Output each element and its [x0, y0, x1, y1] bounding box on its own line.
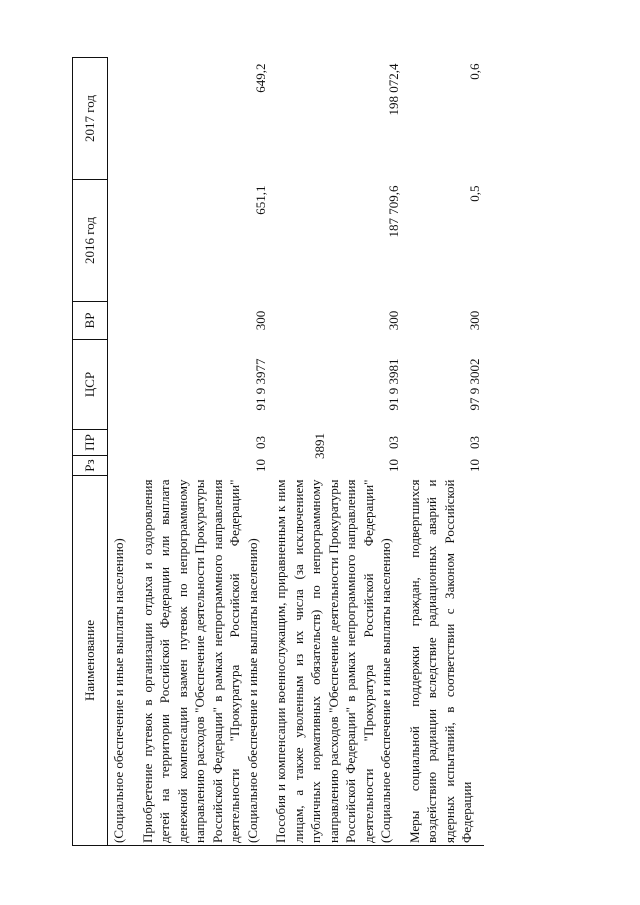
- row-name: Пособия и компенсации военнослужащим, приравненным к ним лицам, а также уволенным из их числа (за исключением публичных нормативных обязательств) по непрограммному направлению расходов "Обеспечение деятельности Прокуратуры Российской Федерации" в рамках непрограммного направления деятельности "Прокуратура Российской Федерации" (Социальное обеспечение и иные выплаты населению): [269, 476, 403, 846]
- row-vr: [108, 302, 136, 340]
- header-vr: ВР: [73, 302, 108, 340]
- row-name: Меры социальной поддержки граждан, подвергшихся воздействию радиации вследствие радиационных аварий и ядерных испытаний, в соответствии с Законом Российской Федерации: [403, 476, 484, 846]
- row-2016: 651,1: [252, 185, 268, 215]
- row-csr: 97 9 3002: [467, 358, 482, 411]
- row-2016: 187 709,6: [386, 185, 401, 238]
- row-vr: 300: [252, 310, 268, 331]
- row-2016: 0,5: [467, 185, 482, 202]
- row-csr: [108, 340, 136, 430]
- row-rz: 10: [252, 459, 268, 472]
- row-rz: [108, 456, 136, 476]
- row-2017: 649,2: [252, 63, 268, 93]
- header-csr: ЦСР: [73, 340, 108, 430]
- table-row: [108, 58, 136, 846]
- table-header-row: [73, 58, 108, 846]
- table-row: [269, 58, 403, 846]
- row-rz: 10: [386, 459, 401, 472]
- page-number-text: 3891: [312, 433, 327, 459]
- row-rz: 10: [467, 459, 482, 472]
- budget-table-rotated: [72, 58, 602, 846]
- row-pr: 03: [467, 436, 482, 449]
- row-pr: 03: [386, 436, 401, 449]
- row-csr: 91 9 3977: [252, 358, 268, 411]
- table-row: [403, 58, 484, 846]
- row-vr: 300: [467, 310, 482, 331]
- row-2017: 198 072,4: [386, 63, 401, 116]
- row-pr: [108, 430, 136, 456]
- header-pr: ПР: [73, 430, 108, 456]
- header-2016: 2016 год: [73, 180, 108, 302]
- row-2017: [108, 58, 136, 180]
- row-csr: 91 9 3981: [386, 358, 401, 411]
- row-name: (Социальное обеспечение и иные выплаты населению): [108, 476, 136, 846]
- table-row: [136, 58, 270, 846]
- budget-table: [72, 57, 484, 846]
- row-vr: 300: [386, 310, 401, 331]
- row-2017: 0,6: [467, 63, 482, 80]
- row-pr: 03: [252, 436, 268, 449]
- row-2016: [108, 180, 136, 302]
- row-name: Приобретение путевок в организации отдыха и оздоровления детей на территории Российской Федерации или выплата денежной компенсации взамен путевок по непрограммному направлению расходов "Обеспечение деятельности Прокуратуры Российской Федерации" в рамках непрограммного направления деятельности "Прокуратура Российской Федерации" (Социальное обеспечение и иные выплаты населению): [136, 476, 270, 846]
- header-name: Наименование: [73, 476, 108, 846]
- header-rz: Рз: [73, 456, 108, 476]
- header-2017: 2017 год: [73, 58, 108, 180]
